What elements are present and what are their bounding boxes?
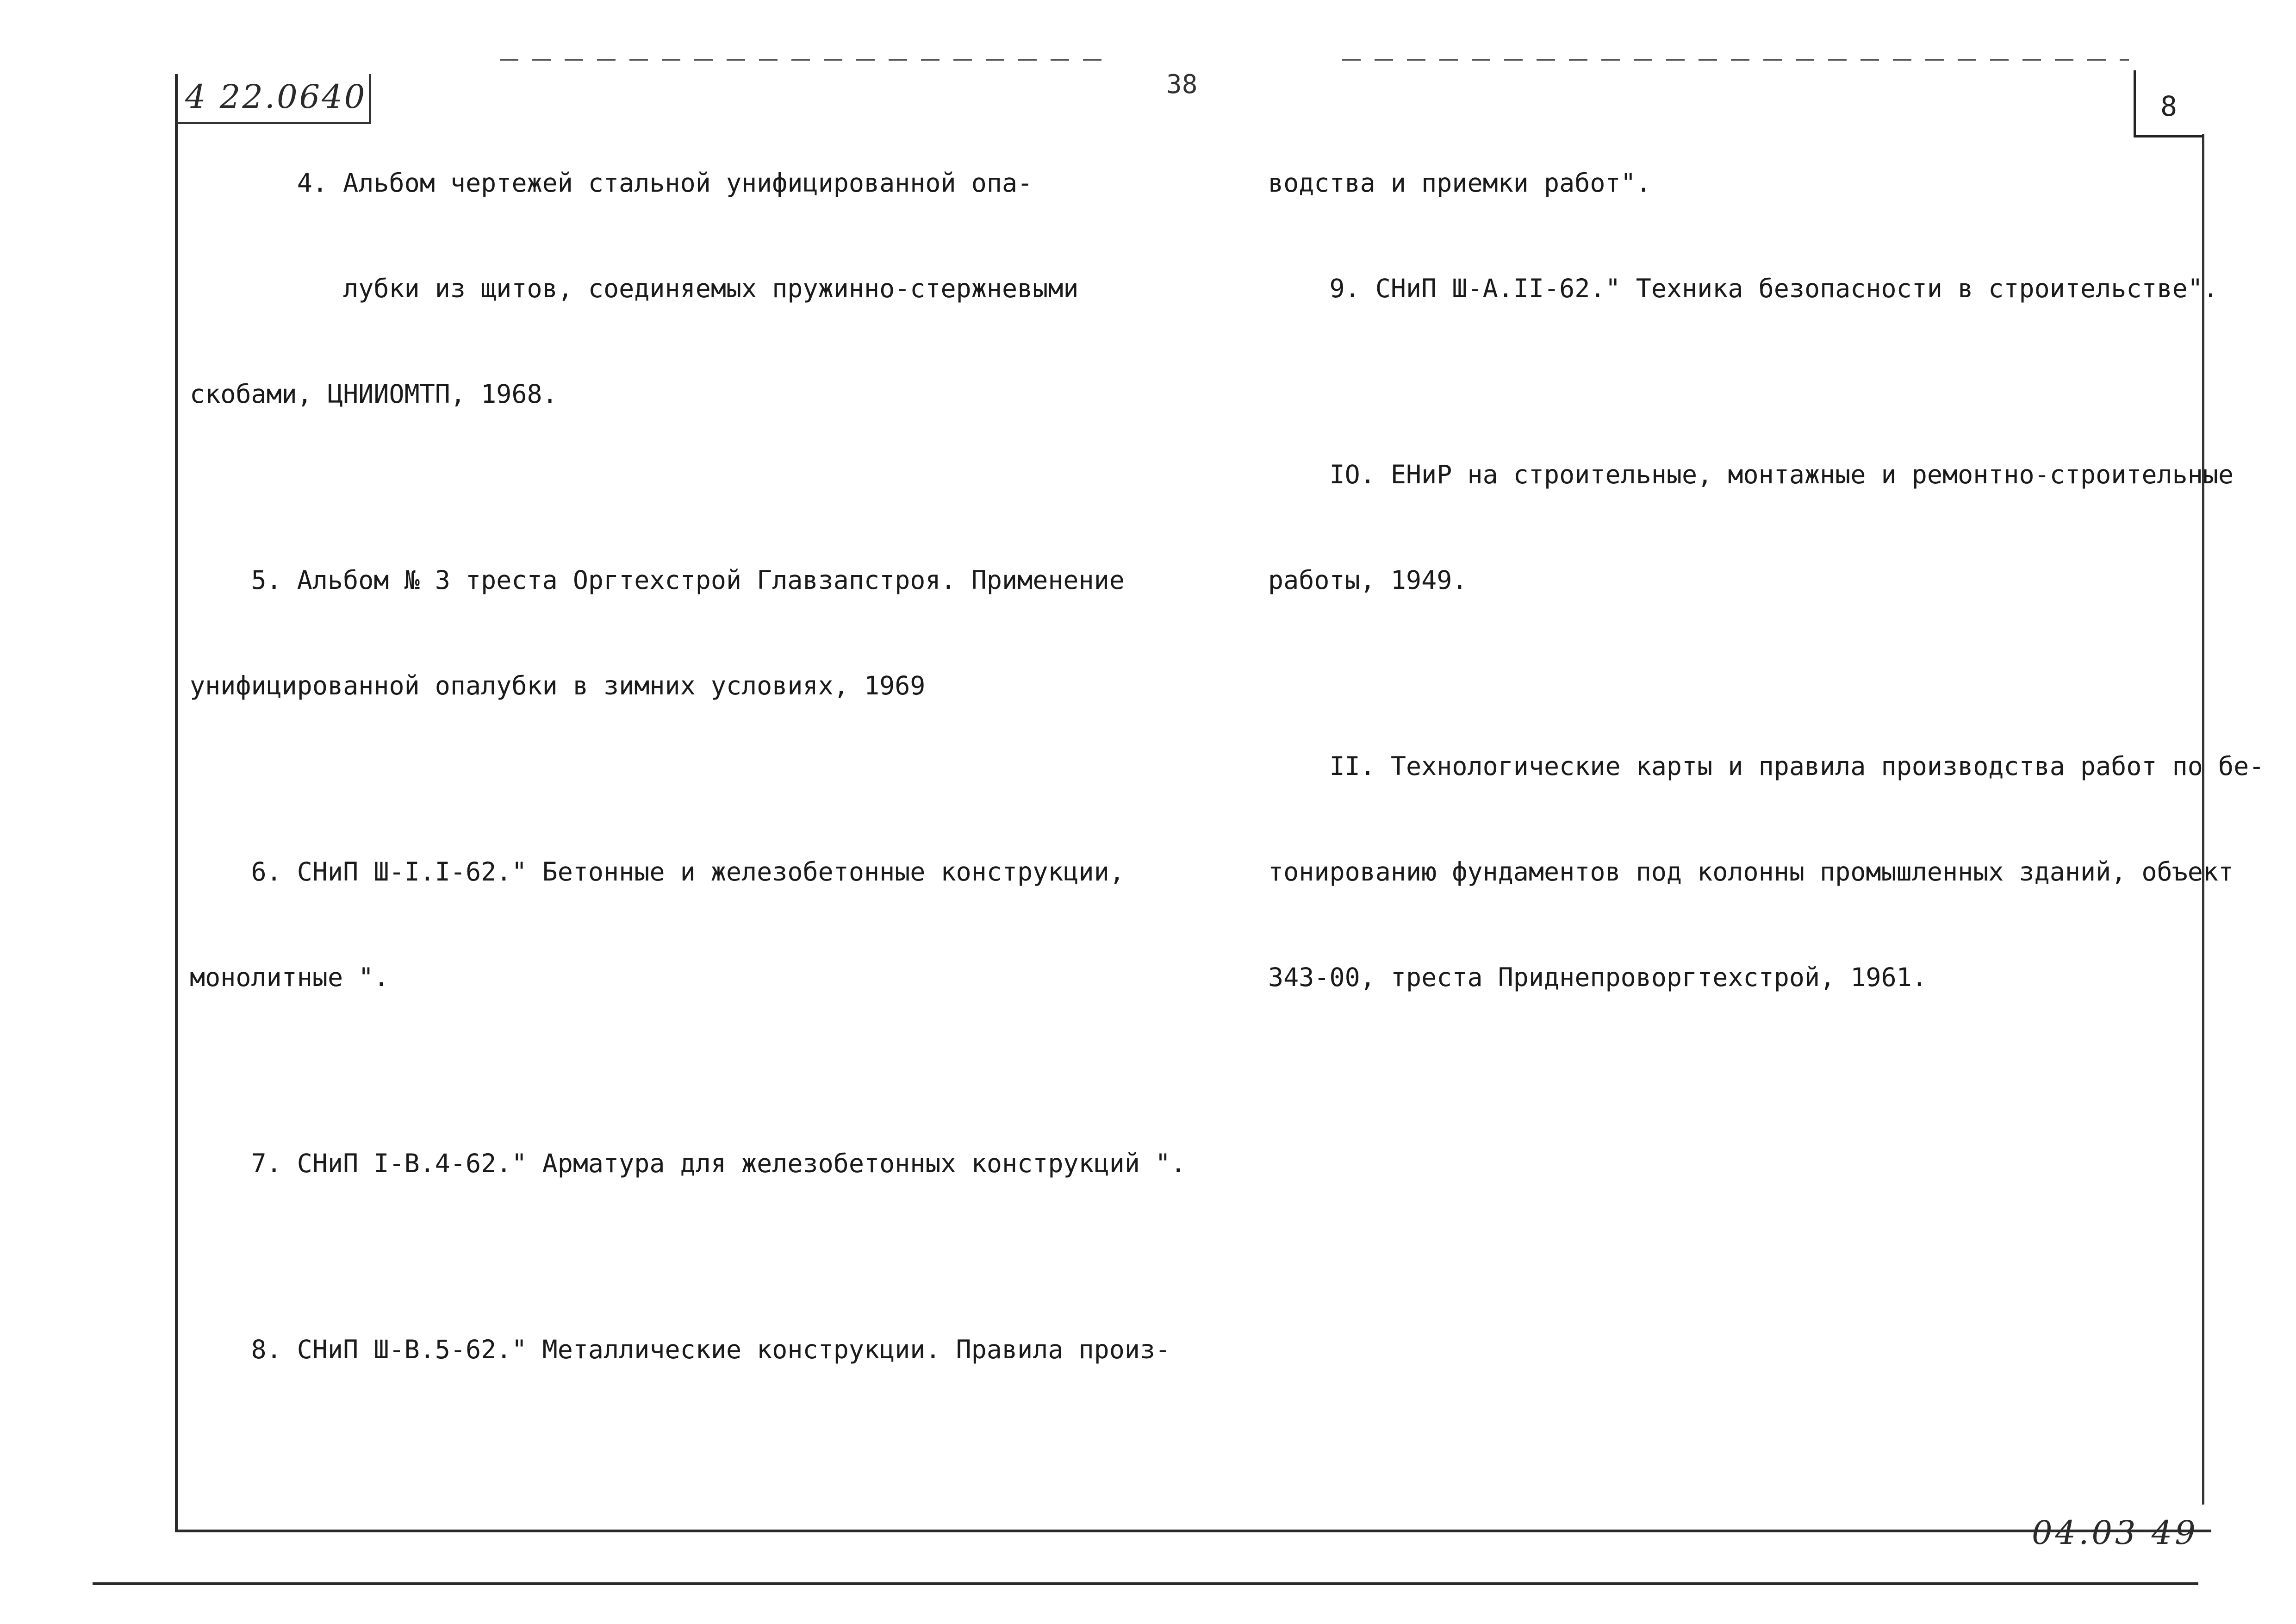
spacer [190,1251,1186,1262]
text-line: 5. Альбом № 3 треста Оргтехстрой Главзапстроя. Применение [190,565,1125,595]
left-text-column [190,95,1186,1402]
spacer [190,482,1186,492]
text-line: тонированию фундаментов под колонны промышленных зданий, объект [1268,857,2234,887]
page-number: 38 [1166,69,1198,100]
text-line: 7. СНиП I-В.4-62." Арматура для железобетонных конструкций ". [190,1149,1186,1178]
text-line: 6. СНиП Ш-I.I-62." Бетонные и железобетонные конструкции, [190,857,1125,887]
sheet-number: 8 [2160,90,2178,123]
top-dashed-rule-right [1342,59,2129,61]
top-dashed-rule-left [500,59,1101,61]
text-line: лубки из щитов, соединяемых пружинно-стержневыми [190,274,1079,303]
text-line: 9. СНиП Ш-А.II-62." Техника безопасности в строительстве". [1268,274,2218,303]
archive-stamp: 4 22.0640 [185,78,367,116]
bottom-rule [93,1582,2198,1585]
text-line: 4. Альбом чертежей стальной унифицированной опа- [190,168,1033,198]
text-line: скобами, ЦНИИОМТП, 1968. [190,379,558,409]
text-line: IO. ЕНиР на строительные, монтажные и ремонтно-строительные [1268,460,2234,489]
footer-stamp: 04.03 49 [2032,1514,2198,1552]
spacer [190,1065,1186,1075]
text-line: работы, 1949. [1268,565,1468,595]
text-line: монолитные ". [190,962,389,992]
spacer [190,774,1186,784]
text-line: 8. СНиП Ш-В.5-62." Металлические конструкции. Правила произ- [190,1335,1171,1364]
text-line: II. Технологические карты и правила производства работ по бе- [1268,751,2265,781]
right-text-column [1268,95,2264,1030]
spacer [1268,376,2264,387]
spacer [1268,668,2264,678]
text-line: водства и приемки работ". [1268,168,1651,198]
text-line: 343-00, треста Приднепроворгтехстрой, 1961. [1268,962,1927,992]
text-line: унифицированной опалубки в зимних условиях, 1969 [190,671,926,700]
